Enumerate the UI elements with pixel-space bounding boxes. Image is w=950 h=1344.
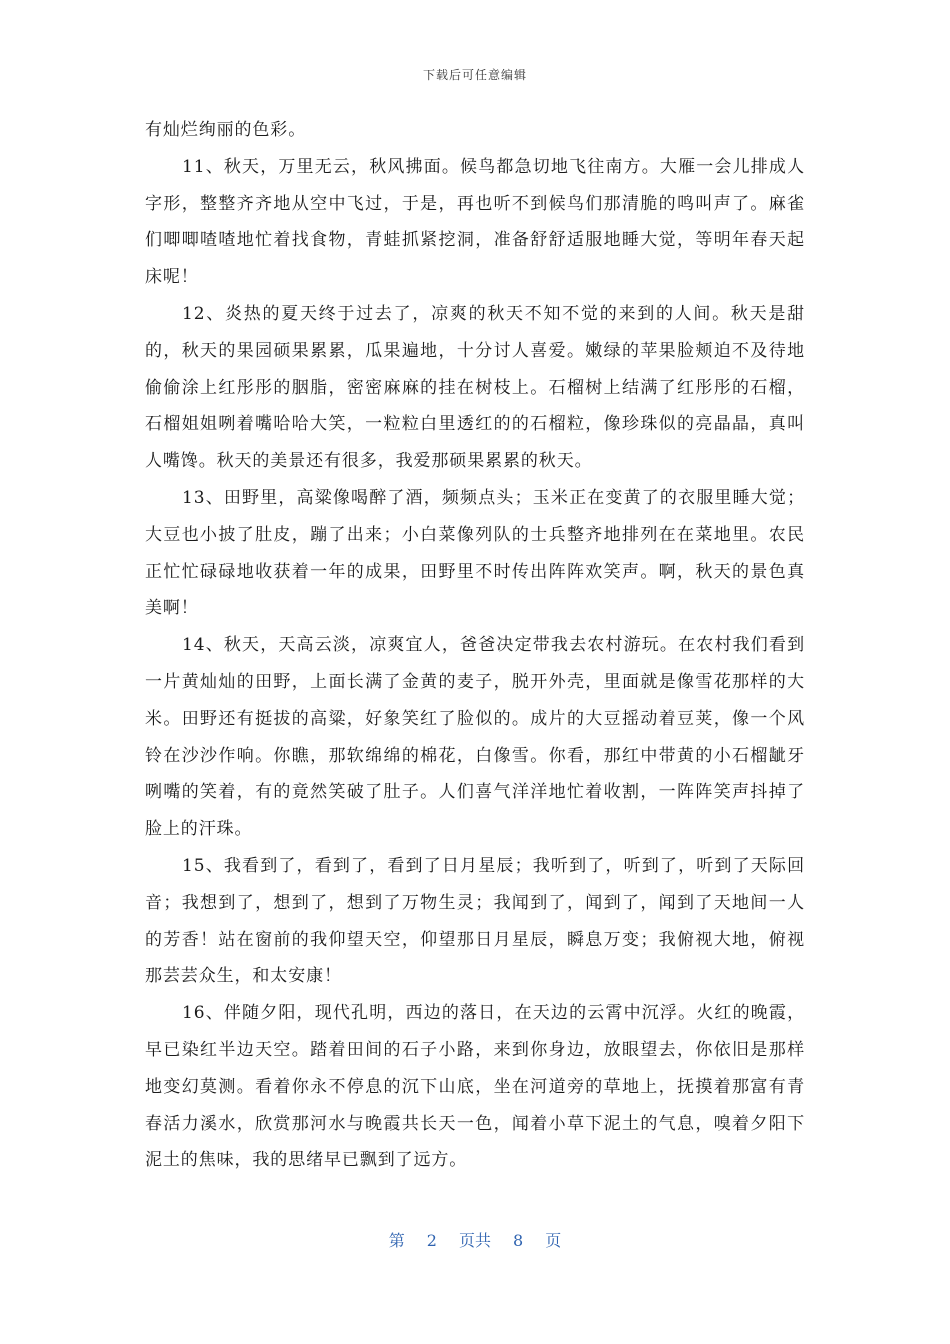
paragraph-continuation: 有灿烂绚丽的色彩。 — [145, 120, 307, 140]
footer-prefix: 第 — [388, 1231, 405, 1250]
footer-middle: 页共 — [458, 1231, 491, 1250]
total-pages-number: 8 — [513, 1231, 524, 1250]
paragraph-11: 11、秋天，万里无云，秋风拂面。候鸟都急切地飞往南方。大雁一会儿排成人字形，整整齐齐地从空中飞过，于是，再也听不到候鸟们那清脆的鸣叫声了。麻雀们唧唧喳喳地忙着找食物，青蛙抓紧挖洞，准备舒舒适服地睡大觉，等明年春天起床呢！ — [145, 156, 805, 288]
paragraph-14: 14、秋天，天高云淡，凉爽宜人，爸爸决定带我去农村游玩。在农村我们看到一片黄灿灿的田野，上面长满了金黄的麦子，脱开外壳，里面就是像雪花那样的大米。田野还有挺拔的高粱，好象笑红了脸似的。成片的大豆摇动着豆荚，像一个风铃在沙沙作响。你瞧，那软绵绵的棉花，白像雪。你看，那红中带黄的小石榴龇牙咧嘴的笑着，有的竟然笑破了肚子。人们喜气洋洋地忙着收割，一阵阵笑声抖掉了脸上的汗珠。 — [145, 635, 805, 840]
document-body — [145, 112, 805, 1179]
paragraph-15: 15、我看到了，看到了，看到了日月星辰；我听到了，听到了，听到了天际回音；我想到了，想到了，想到了万物生灵；我闻到了，闻到了，闻到了天地间一人的芳香！站在窗前的我仰望天空，仰望那日月星辰，瞬息万变；我俯视大地，俯视那芸芸众生，和太安康！ — [145, 855, 805, 987]
current-page-number: 2 — [426, 1231, 437, 1250]
footer-suffix: 页 — [545, 1231, 562, 1250]
page-footer — [0, 1228, 950, 1251]
page-header: 下载后可任意编辑 — [422, 68, 527, 82]
paragraph-16: 16、伴随夕阳，现代孔明，西边的落日，在天边的云霄中沉浮。火红的晚霞，早已染红半边天空。踏着田间的石子小路，来到你身边，放眼望去，你依旧是那样地变幻莫测。看着你永不停息的沉下山底，坐在河道旁的草地上，抚摸着那富有青春活力溪水，欣赏那河水与晚霞共长天一色，闻着小草下泥土的气息，嗅着夕阳下泥土的焦味，我的思绪早已飘到了远方。 — [145, 1003, 805, 1171]
paragraph-12: 12、炎热的夏天终于过去了，凉爽的秋天不知不觉的来到的人间。秋天是甜的，秋天的果园硕果累累，瓜果遍地，十分讨人喜爱。嫩绿的苹果脸颊迫不及待地偷偷涂上红彤彤的胭脂，密密麻麻的挂在树枝上。石榴树上结满了红彤彤的石榴，石榴姐姐咧着嘴哈哈大笑，一粒粒白里透红的的石榴粒，像珍珠似的亮晶晶，真叫人嘴馋。秋天的美景还有很多，我爱那硕果累累的秋天。 — [145, 303, 805, 472]
paragraph-13: 13、田野里，高粱像喝醉了酒，频频点头；玉米正在变黄了的衣服里睡大觉；大豆也小披了肚皮，蹦了出来；小白菜像列队的士兵整齐地排列在在菜地里。农民正忙忙碌碌地收获着一年的成果，田野里不时传出阵阵欢笑声。啊，秋天的景色真美啊！ — [145, 487, 805, 619]
